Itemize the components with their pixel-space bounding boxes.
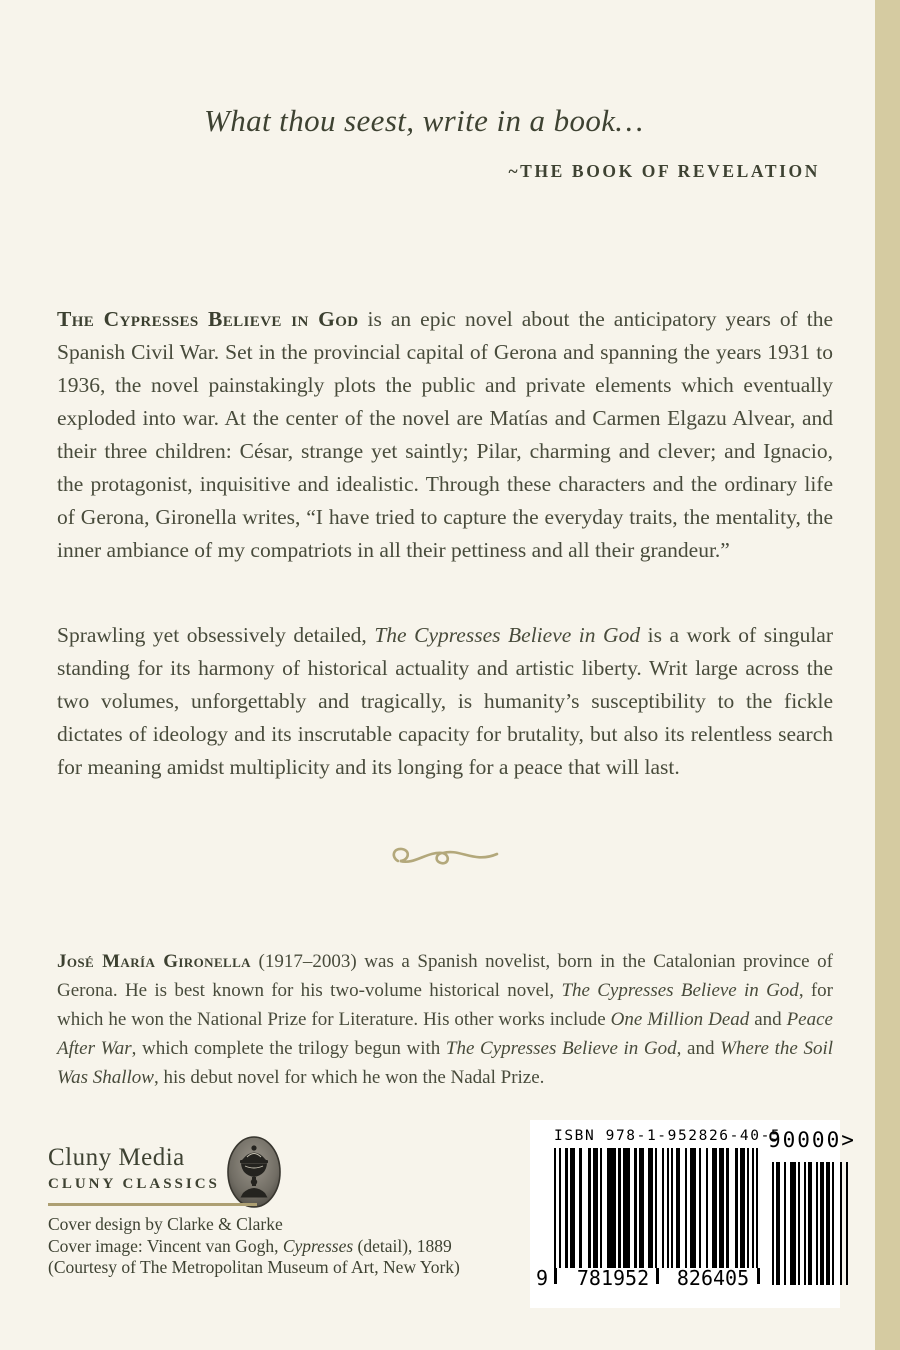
- epigraph-attribution: ~THE BOOK OF REVELATION: [508, 161, 820, 181]
- epigraph-quote: What thou seest, write in a book…: [204, 103, 644, 138]
- synopsis-paragraph-2: Sprawling yet obsessively detailed, The Cypresses Believe in God is a work of singular standing for its harmony of historical actuality and artistic liberty. Writ large across the two volumes, unforgettably and tragically, is humanity’s susceptibility to the fickle dictates of ideology and its inscrutable capacity for brutality, but also its relentless search for meaning amidst multiplicity and its longing for a peace that will last.: [57, 622, 833, 779]
- synopsis-paragraph-1: The Cypresses Believe in God is an epic novel about the anticipatory years of the Spanish Civil War. Set in the provincial capital of Gerona and spanning the years 1931 to 1936, the novel painstakingly plots the public and private elements which eventually exploded into war. At the center of the novel are Matías and Carmen Elgazu Alvear, and their three children: César, strange yet saintly; Pilar, charming and clever; and Ignacio, the protagonist, inquisitive and idealistic. Through these characters and the ordinary life of Gerona, Gironella writes, “I have tried to capture the everyday traits, the mentality, the inner ambiance of my compatriots in all their pettiness and all their grandeur.”: [57, 306, 833, 562]
- chalice-emblem-icon: [227, 1136, 281, 1213]
- credits-block: [48, 1214, 518, 1279]
- publisher-name: Cluny Media: [48, 1144, 185, 1171]
- barcode-digit-group: 826405: [676, 1266, 750, 1290]
- barcode-price-code: 90000>: [768, 1128, 856, 1152]
- credit-courtesy: (Courtesy of The Metropolitan Museum of Art, New York): [48, 1257, 460, 1277]
- credit-design: Cover design by Clarke & Clarke: [48, 1214, 283, 1234]
- ean-barcode: [554, 1148, 760, 1268]
- credit-image: Cover image: Vincent van Gogh, Cypresses (detail), 1889: [48, 1235, 452, 1256]
- barcode-panel: [530, 1120, 856, 1308]
- flourish-swirl-icon: [390, 840, 500, 875]
- isbn-label: ISBN 978-1-952826-40-5: [554, 1128, 782, 1144]
- publisher-imprint: CLUNY CLASSICS: [48, 1176, 220, 1192]
- barcode-digits: [536, 1266, 762, 1290]
- divider-rule: [48, 1203, 257, 1206]
- barcode-digit-group: 781952: [576, 1266, 650, 1290]
- supplemental-barcode: [772, 1162, 850, 1285]
- spine-edge-band: [875, 0, 900, 1350]
- author-bio-paragraph: José María Gironella (1917–2003) was a Spanish novelist, born in the Catalonian province of Gerona. He is best known for his two-volume historical novel, The Cypresses Believe in God, for which he won the National Prize for Literature. His other works include One Million Dead and Peace After War, which complete the trilogy begun with The Cypresses Believe in God, and Where the Soil Was Shallow, his debut novel for which he won the Nadal Prize.: [57, 951, 834, 1088]
- barcode-digit-group: 9: [536, 1266, 549, 1290]
